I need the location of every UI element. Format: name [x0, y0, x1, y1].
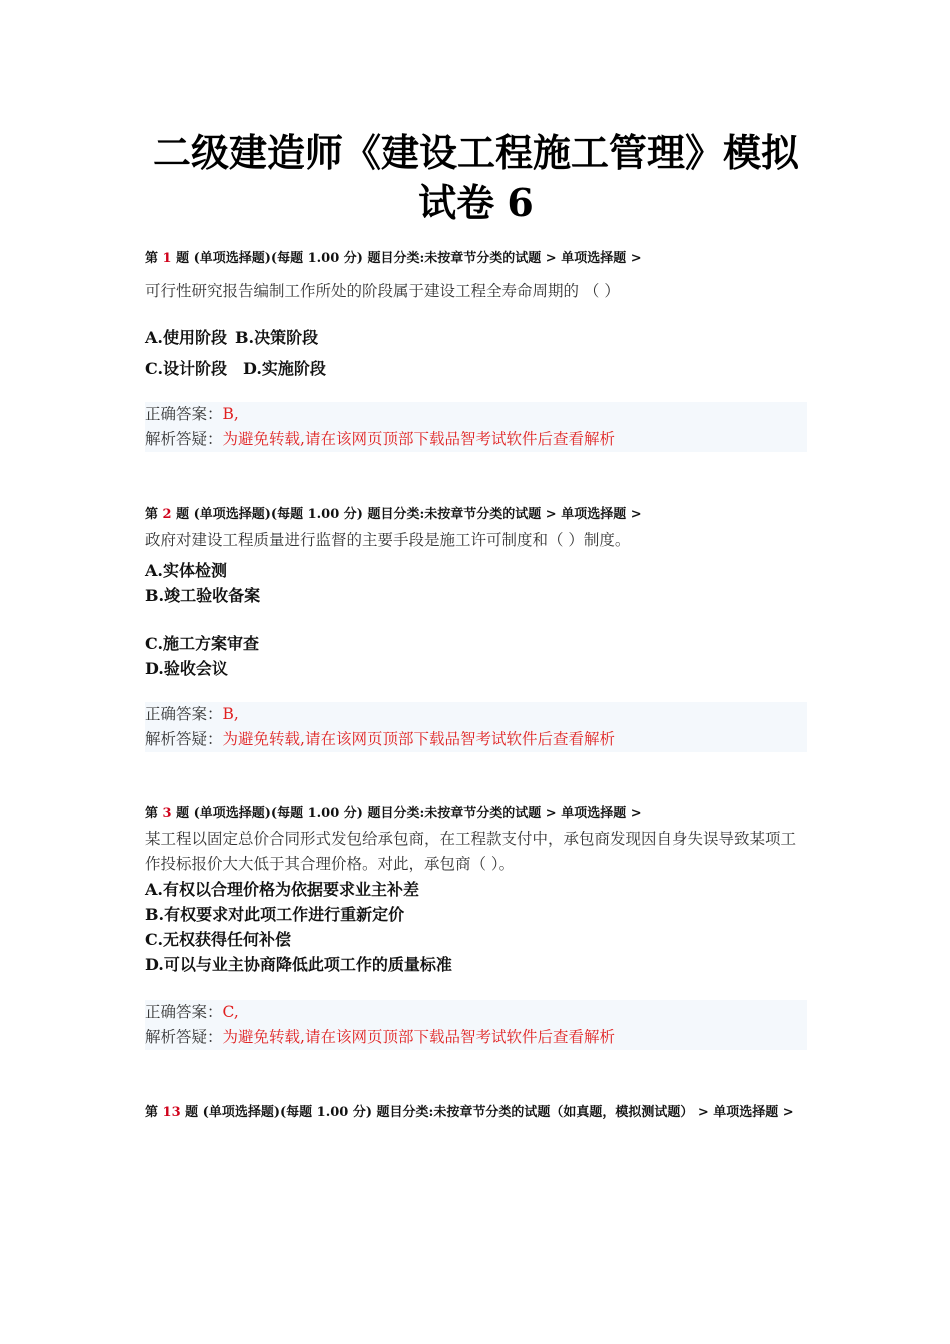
- answer-panel: [145, 702, 807, 752]
- analysis-line: 解析答疑：为避免转载,请在该网页顶部下载品智考试软件后查看解析: [145, 730, 615, 748]
- option-d: D.可以与业主协商降低此项工作的质量标准: [145, 955, 452, 974]
- question-header: 第 2 题 (单项选择题)(每题 1.00 分) 题目分类:未按章节分类的试题 > 单项选择题 >: [145, 507, 642, 522]
- question-number: 2: [162, 507, 172, 522]
- question-stem: 某工程以固定总价合同形式发包给承包商，在工程款支付中，承包商发现因自身失误导致某项工作投标报价大大低于其合理价格。对此，承包商（ ）。: [145, 830, 797, 873]
- option-a: A.实体检测: [145, 561, 227, 580]
- question-header: 第 1 题 (单项选择题)(每题 1.00 分) 题目分类:未按章节分类的试题 > 单项选择题 >: [145, 251, 642, 266]
- question-stem: 可行性研究报告编制工作所处的阶段属于建设工程全寿命周期的 （ ）: [145, 282, 620, 300]
- option-b: B.有权要求对此项工作进行重新定价: [145, 905, 405, 924]
- analysis-text: 为避免转载,请在该网页顶部下载品智考试软件后查看解析: [222, 430, 615, 448]
- option-c: C.无权获得任何补偿: [145, 930, 292, 949]
- question-header: 第 3 题 (单项选择题)(每题 1.00 分) 题目分类:未按章节分类的试题 > 单项选择题 >: [145, 806, 642, 821]
- option-a: A.有权以合理价格为依据要求业主补差: [145, 880, 419, 899]
- correct-answer: 正确答案：C,: [145, 1003, 239, 1021]
- option-c: C.施工方案审查: [145, 634, 260, 653]
- option-d: D.验收会议: [145, 659, 228, 678]
- question-number: 1: [162, 251, 172, 266]
- document-title-line2: 试卷 6: [418, 180, 534, 225]
- question-options-row: [145, 356, 326, 381]
- question-number: 13: [162, 1105, 181, 1120]
- question-header: 第 13 题 (单项选择题)(每题 1.00 分) 题目分类:未按章节分类的试题（如真题，模拟测试题） > 单项选择题 >: [145, 1105, 794, 1120]
- question-number: 3: [162, 806, 172, 821]
- correct-answer: 正确答案：B,: [145, 405, 239, 423]
- analysis-line: 解析答疑：为避免转载,请在该网页顶部下载品智考试软件后查看解析: [145, 1028, 615, 1046]
- answer-panel: [145, 402, 807, 452]
- option-b: B.竣工验收备案: [145, 586, 261, 605]
- analysis-line: 解析答疑：为避免转载,请在该网页顶部下载品智考试软件后查看解析: [145, 430, 615, 448]
- document-title: 二级建造师《建设工程施工管理》模拟: [152, 130, 799, 175]
- question-options-row: [145, 325, 318, 350]
- answer-panel: [145, 1000, 807, 1050]
- answer-value: C,: [222, 1003, 239, 1021]
- option-d: D.实施阶段: [243, 359, 326, 378]
- analysis-text: 为避免转载,请在该网页顶部下载品智考试软件后查看解析: [222, 1028, 615, 1046]
- question-stem: 政府对建设工程质量进行监督的主要手段是施工许可制度和（ ）制度。: [145, 531, 631, 549]
- option-a: A.使用阶段: [145, 328, 227, 347]
- analysis-text: 为避免转载,请在该网页顶部下载品智考试软件后查看解析: [222, 730, 615, 748]
- option-c: C.设计阶段: [145, 359, 228, 378]
- answer-value: B,: [222, 705, 239, 723]
- answer-value: B,: [222, 405, 239, 423]
- option-b: B.决策阶段: [235, 328, 319, 347]
- correct-answer: 正确答案：B,: [145, 705, 239, 723]
